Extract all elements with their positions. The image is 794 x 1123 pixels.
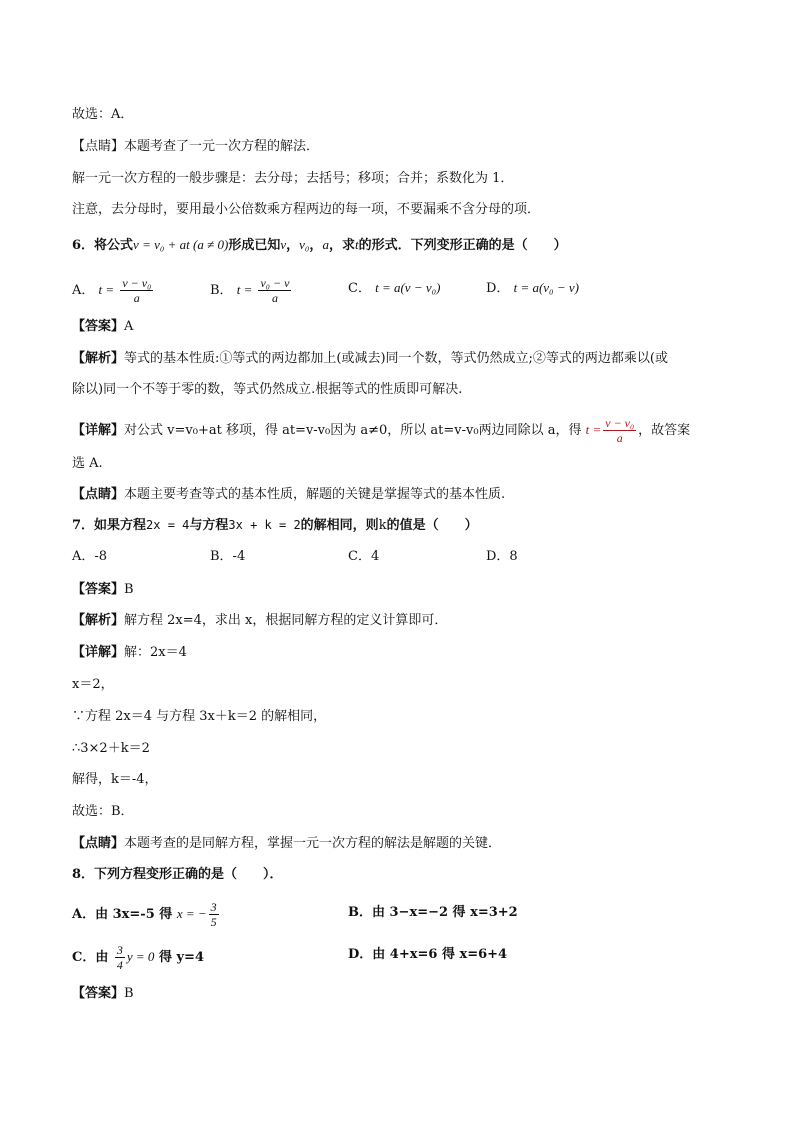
option-c: C．由 $\frac{3}{4}$ y = 0 得 y=4 bbox=[72, 943, 204, 972]
text-line: 故选：A． bbox=[72, 107, 134, 122]
detail-line: ∴3×2＋k＝2 bbox=[72, 741, 150, 756]
fraction: $\frac{\text{v₀ − v}}{a}$ bbox=[260, 276, 290, 305]
dianjing-line: 【点睛】本题主要考查等式的基本性质，解题的关键是掌握等式的基本性质. bbox=[72, 487, 506, 502]
option-b: B．-4 bbox=[210, 549, 246, 564]
question-7-stem: 7．如果方程2x = 4与方程3x + k = 2的解相同，则k的值是（ ） bbox=[72, 518, 478, 533]
fraction: $\frac{\text{v − v₀}}{a}$ bbox=[122, 276, 152, 305]
answer-line: 【答案】B bbox=[72, 582, 134, 597]
detail-line: 解得，k＝-4， bbox=[72, 772, 158, 787]
fraction: $\frac{\text{v − v₀}}{a}$ bbox=[605, 416, 635, 445]
formula: v = v₀ + at (a ≠ 0) bbox=[133, 237, 229, 252]
text-line: 【点睛】本题考查了一元一次方程的解法． bbox=[72, 139, 320, 154]
fraction: $\frac{3}{4}$ bbox=[116, 943, 123, 972]
option-c: C． t = a(v − v₀) bbox=[348, 280, 441, 296]
option-a: A． t = $\frac{\text{v − v₀}}{a}$ bbox=[72, 276, 152, 305]
detail-line: 选 A. bbox=[72, 456, 103, 471]
detail-line: 【详解】对公式 v=v₀+at 移项，得 at=v-v₀因为 a≠0，所以 at=v-v₀两边同除以 a，得 t = $\frac{\text{v − v₀}}{a}$ ，故答案 bbox=[72, 416, 691, 445]
question-6-stem: 6．将公式v = v₀ + at (a ≠ 0)形成已知v，v₀，a，求t的形式．下列变形正确的是（ ） bbox=[72, 237, 567, 253]
option-c: C．4 bbox=[348, 549, 380, 564]
text-line: 注意，去分母时，要用最小公倍数乘方程两边的每一项，不要漏乘不含分母的项． bbox=[72, 202, 541, 217]
detail-line: 故选：B． bbox=[72, 804, 134, 819]
answer-line: 【答案】A bbox=[72, 319, 134, 334]
option-d: D． t = a(v₀ − v) bbox=[486, 280, 579, 296]
detail-line: ∵方程 2x＝4 与方程 3x＋k＝2 的解相同， bbox=[72, 709, 327, 724]
question-8-stem: 8．下列方程变形正确的是（ ）． bbox=[72, 867, 283, 882]
option-b: B．由 3−x=−2 得 x=3+2 bbox=[348, 905, 518, 920]
answer-line: 【答案】B bbox=[72, 986, 134, 1001]
analysis-line: 【解析】解方程 2x=4，求出 x，根据同解方程的定义计算即可． bbox=[72, 613, 448, 628]
option-d: D．8 bbox=[486, 549, 518, 564]
text-line: 解一元一次方程的一般步骤是：去分母；去括号；移项；合并；系数化为 1． bbox=[72, 171, 514, 186]
dianjing-line: 【点睛】本题考查的是同解方程，掌握一元一次方程的解法是解题的关键． bbox=[72, 836, 502, 851]
option-a: A．由 3x=-5 得 x = − $\frac{3}{5}$ bbox=[72, 900, 217, 929]
fraction: $\frac{3}{5}$ bbox=[210, 900, 217, 929]
analysis-line: 除以)同一个不等于零的数，等式仍然成立.根据等式的性质即可解决. bbox=[72, 382, 463, 397]
analysis-line: 【解析】等式的基本性质:①等式的两边都加上(或减去)同一个数，等式仍然成立;②等式的两边都乘以(或 bbox=[72, 351, 668, 366]
detail-line: 【详解】解：2x＝4 bbox=[72, 645, 187, 660]
option-d: D．由 4+x=6 得 x=6+4 bbox=[348, 947, 508, 962]
detail-line: x＝2， bbox=[72, 677, 114, 692]
option-b: B． t = $\frac{\text{v₀ − v}}{a}$ bbox=[210, 276, 290, 305]
option-a: A．-8 bbox=[72, 549, 108, 564]
